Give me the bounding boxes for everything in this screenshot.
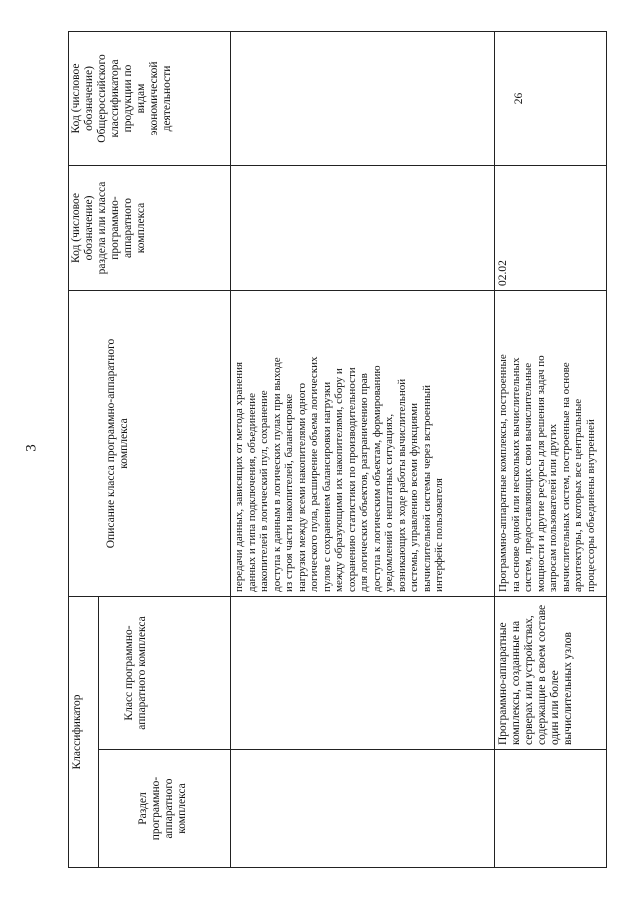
row1-section-cell bbox=[231, 750, 495, 868]
header-description-text: Описание класса программно-аппаратного комплекса bbox=[105, 338, 130, 549]
header-code-okpd-text: Код (числовое обозначение) Общероссийского классификатора продукции по видам экономической деятельности bbox=[70, 54, 173, 143]
header-section bbox=[99, 750, 231, 868]
table-row bbox=[231, 31, 495, 867]
row2-code-section-cell bbox=[495, 165, 607, 290]
row2-class-cell bbox=[495, 596, 607, 749]
row1-description-cell bbox=[231, 290, 495, 596]
row1-class-cell bbox=[231, 596, 495, 749]
row1-code-section-cell bbox=[231, 165, 495, 290]
document-page bbox=[68, 32, 608, 868]
header-class bbox=[99, 596, 231, 749]
header-section-text: Раздел программно- аппаратного комплекса bbox=[137, 776, 188, 841]
header-classifier bbox=[69, 596, 99, 867]
row2-code-okpd-text: 26 bbox=[513, 92, 525, 105]
row2-description-text: Программно-аппаратные комплексы, построенные на основе одной или нескольких вычислительных систем, предоставляющих свои вычислительные мощности и другие ресурсы для решения задач по запросам пользователей или других вычислительных систем, построенные на основе архитектуры, в которых все центральные процессоры объединены внутренней bbox=[497, 354, 597, 592]
row2-section-cell bbox=[495, 750, 607, 868]
header-description bbox=[69, 290, 231, 596]
row1-code-okpd-cell bbox=[231, 31, 495, 165]
page-number: 3 bbox=[23, 444, 40, 452]
header-classifier-text: Классификатор bbox=[71, 694, 83, 770]
header-code-okpd bbox=[69, 31, 231, 165]
header-row-1 bbox=[69, 31, 99, 867]
table-row bbox=[495, 31, 607, 867]
header-code-section-text: Код (числовое обозначение) раздела или класса программно- аппаратного комплекса bbox=[70, 181, 147, 275]
rotated-table-container bbox=[68, 32, 608, 868]
row2-code-okpd-cell bbox=[495, 31, 607, 165]
row2-description-cell bbox=[495, 290, 607, 596]
row1-description-text: передачи данных, зависящих от метода хранения данных и типа подключения, объединение накопителей в логический пул, сохранение доступа к данным в логических пулах при выходе из строя части накопителей, балансировке нагрузки между всеми накопителями одного логического пула, расширение объема логических пулов с сохранением балансировки нагрузки между образующими их накопителями, сбору и сохранению статистики по производительности для логических объектов, разграничению прав доступа к логическим объектам, формированию уведомлений о нештатных ситуациях, возникающих в ходе работы вычислительной системы, управлению всеми функциями вычислительной системы через встроенный интерфейс пользователя bbox=[233, 356, 445, 592]
classifier-table bbox=[68, 31, 607, 868]
header-code-section bbox=[69, 165, 231, 290]
header-class-text: Класс программно- аппаратного комплекса bbox=[123, 616, 148, 730]
row2-class-text: Программно-аппаратные комплексы, созданные на серверах или устройствах, содержащие в своем составе один или более вычислительных узлов bbox=[497, 604, 574, 745]
row2-code-section-text: 02.02 bbox=[497, 260, 509, 286]
